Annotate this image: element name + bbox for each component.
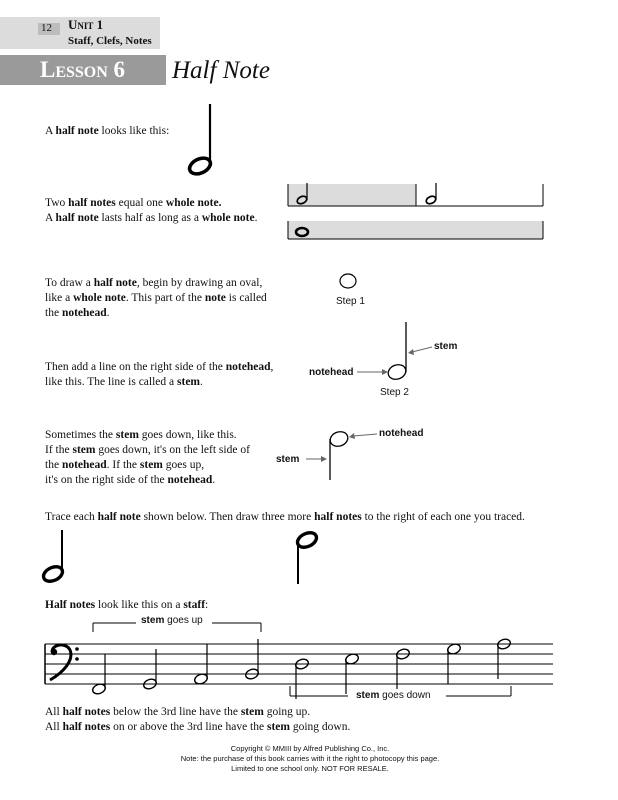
page-number: 12 [41,22,52,34]
stem-goes-up-label: stem goes up [141,615,203,626]
footer-line-1: Copyright © MMIII by Alfred Publishing Co., Inc. [230,744,390,753]
footer-line-2: Note: the purchase of this book carries with it the right to photocopy this page. [180,754,440,763]
stem-down-stem-label: stem [276,454,300,465]
footer-line-3: Limited to one school only. NOT FOR RESALE. [231,764,389,773]
draw-text: To draw a half note, begin by drawing an oval, like a whole note. This part of the note is called the notehead. [45,277,267,319]
rules-text: All half notes below the 3rd line have the stem going up. All half notes on or above the 3rd line have the stem going down. [45,706,351,733]
equal-text: Two half notes equal one whole note. A half note lasts half as long as a whole note. [45,197,258,224]
trace-note-stem-up [40,528,70,586]
stem-down-notehead-label: notehead [379,428,424,439]
step2-stem-label: stem [434,341,458,352]
unit-word: Unit [68,17,94,32]
lesson-title: Half Note [172,57,270,84]
step1-notehead [336,270,360,292]
intro-text: A half note looks like this: [45,125,170,137]
unit-label [68,17,103,33]
bass-staff [40,612,560,704]
trace-text: Trace each half note shown below. Then draw three more half notes to the right of each one you traced. [45,511,525,523]
copyright-footer [100,744,520,774]
staff-intro-text: Half notes look like this on a staff: [45,599,209,611]
lesson-label: Lesson 6 [40,57,126,82]
stem-goes-down-label: stem goes down [356,690,431,701]
unit-subtitle: Staff, Clefs, Notes [68,35,152,47]
stem-down-text: Sometimes the stem goes down, like this. If the stem goes down, it's on the left side of the notehead. If the stem goes up, it's on the right side of the notehead. [45,429,250,486]
trace-note-stem-down [290,526,320,586]
step2-diagram [355,320,435,386]
stem-down-diagram [300,422,380,482]
half-note-example [180,100,230,180]
note-value-diagram [285,180,547,244]
step2-label: Step 2 [380,387,409,398]
step1-label: Step 1 [336,296,365,307]
unit-number: 1 [96,17,104,32]
step2-notehead-label: notehead [309,367,354,378]
addline-text: Then add a line on the right side of the notehead, like this. The line is called a stem. [45,361,274,388]
